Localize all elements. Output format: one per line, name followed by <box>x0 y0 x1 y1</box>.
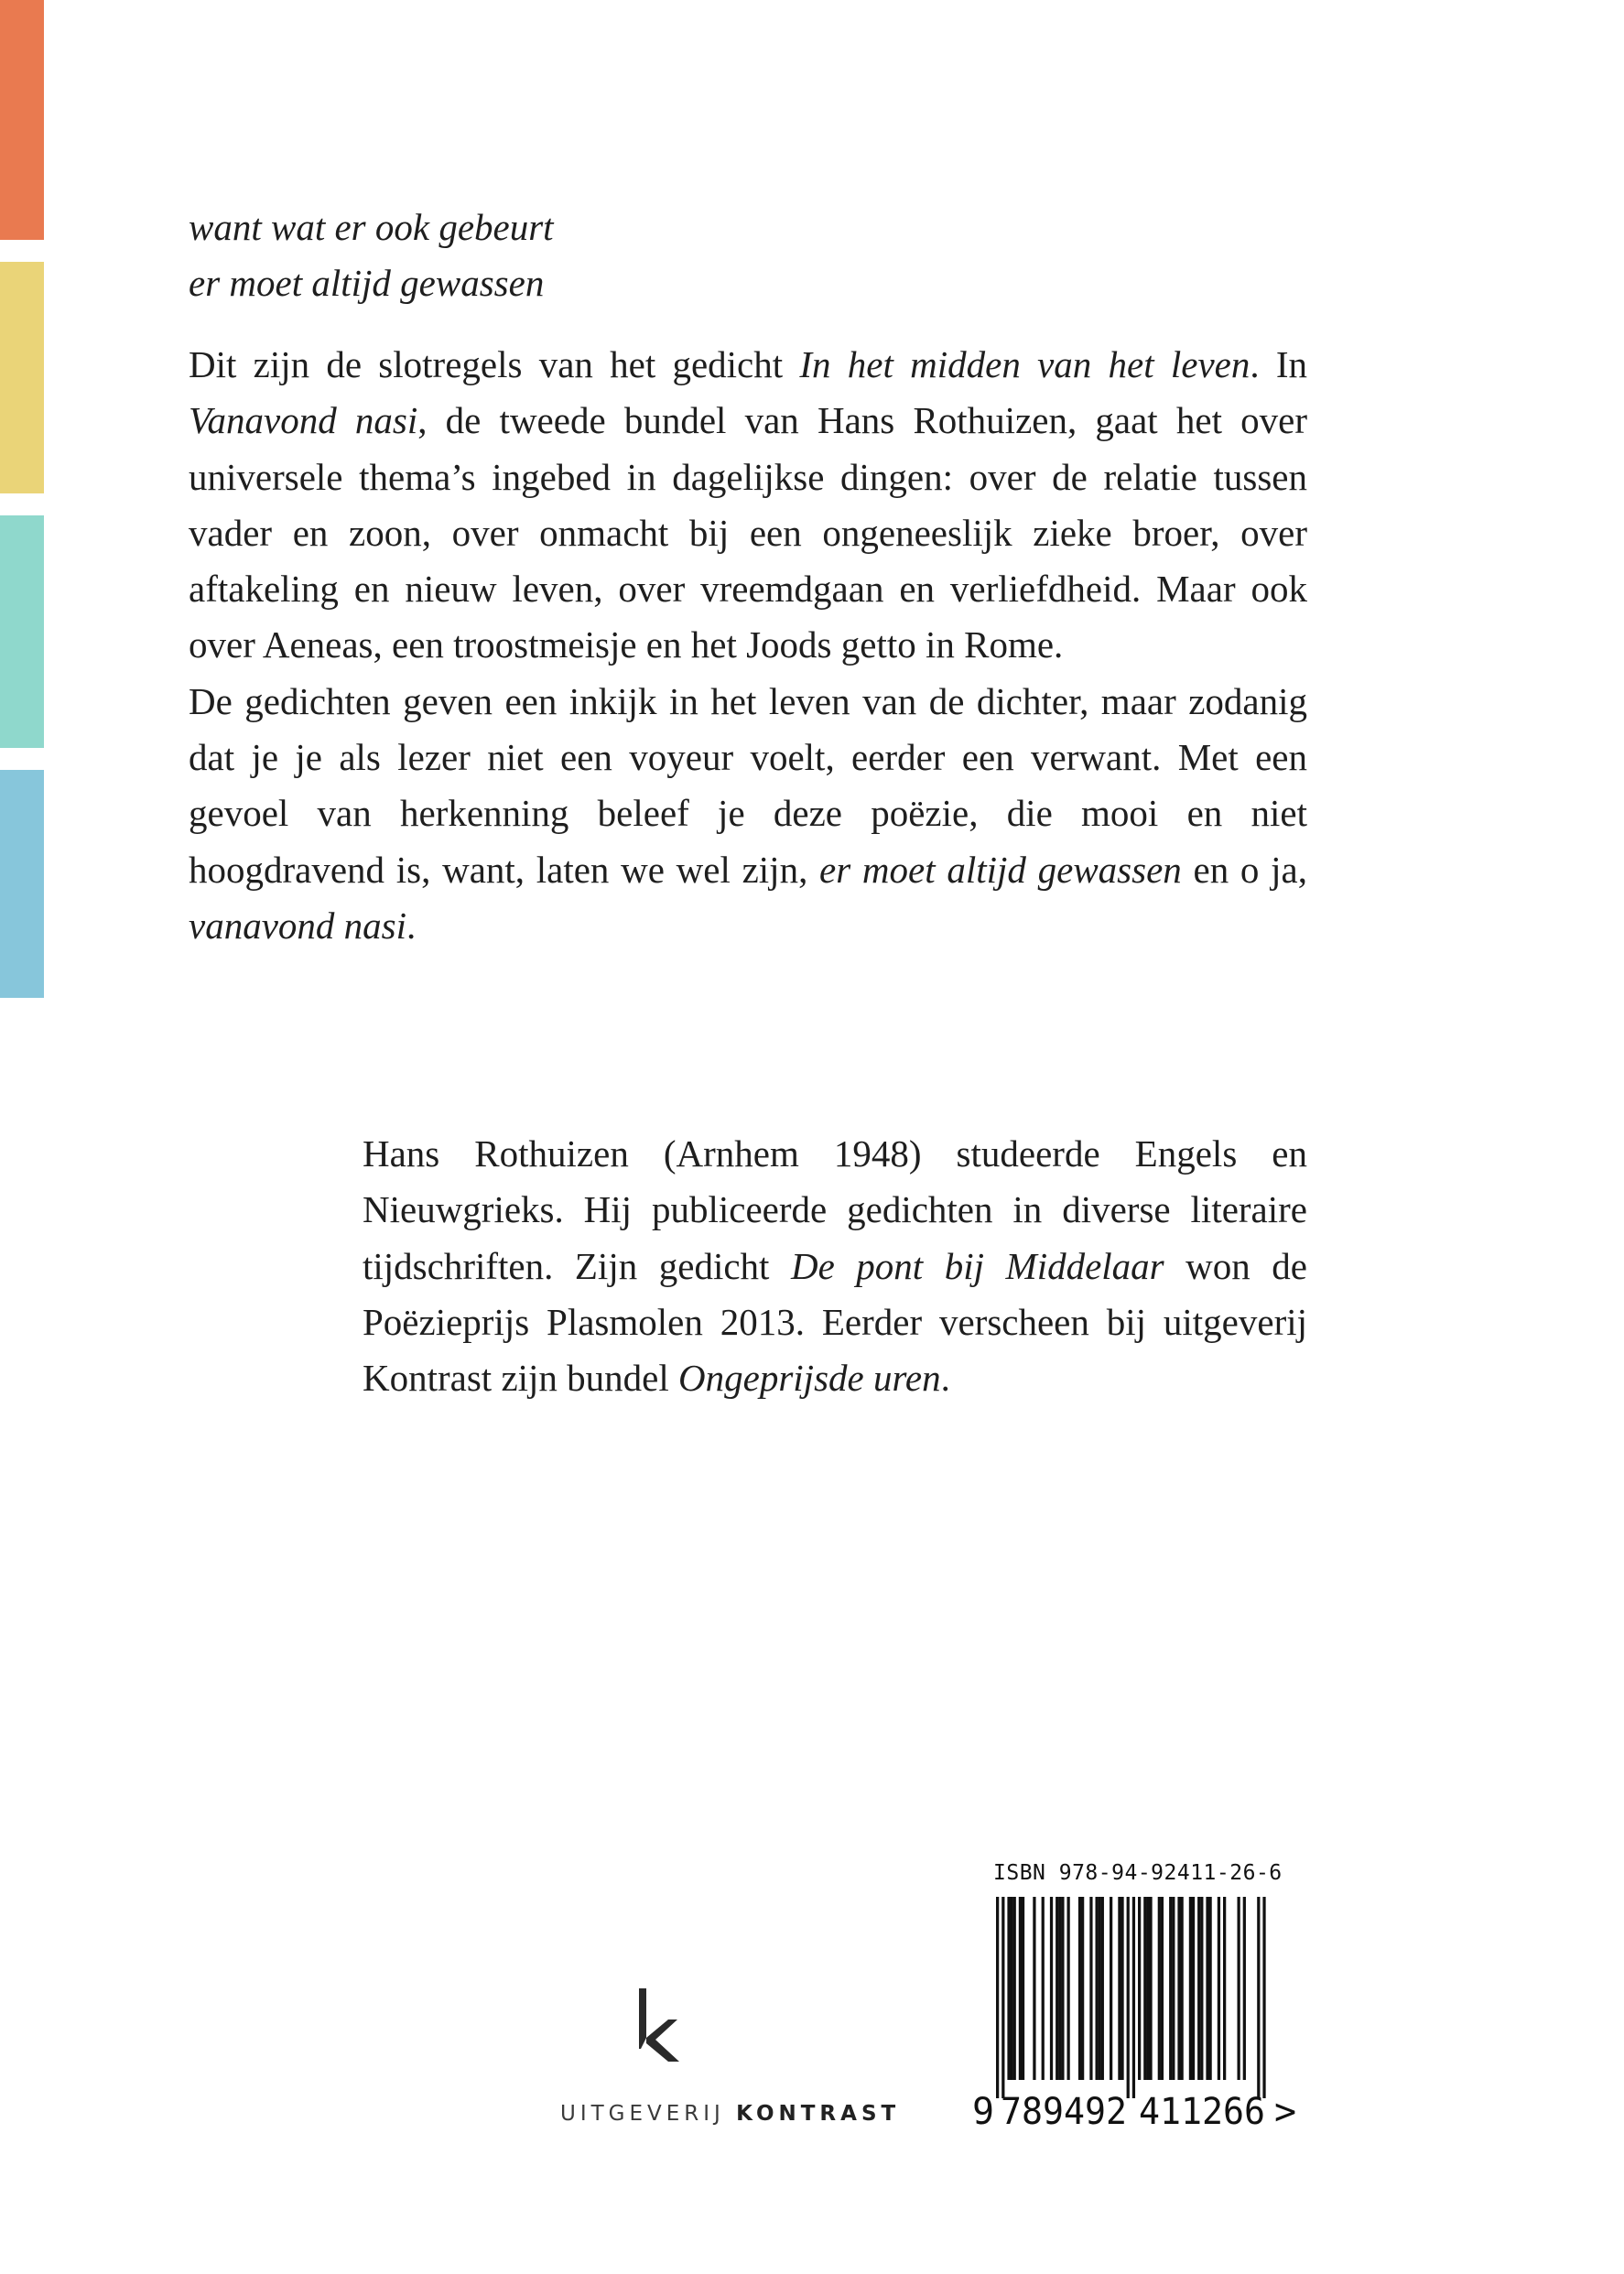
barcode-bar <box>1200 1897 1203 2080</box>
barcode-bar <box>1022 1897 1024 2080</box>
barcode-bar <box>1118 1897 1121 2080</box>
barcode-bar <box>1149 1897 1152 2080</box>
text-run: Dit zijn de slotregels van het gedicht <box>189 343 800 385</box>
epigraph-line-1: want wat er ook gebeurt <box>189 206 554 248</box>
barcode-bar <box>1189 1897 1192 2080</box>
barcode-bar <box>1132 1897 1135 2098</box>
blurb <box>189 337 1307 954</box>
author-bio-paragraph <box>363 1126 1307 1406</box>
epigraph-line-2: er moet altijd gewassen <box>189 262 545 304</box>
barcode-bar <box>1181 1897 1184 2080</box>
barcode-bar <box>1161 1897 1164 2080</box>
barcode-bar <box>1257 1897 1260 2098</box>
text-run: . In <box>1250 343 1308 385</box>
barcode-digits-right: 411266 <box>1139 2091 1265 2133</box>
barcode-bar <box>1078 1897 1081 2080</box>
barcode-bar <box>1058 1897 1061 2080</box>
color-stripe-yellow <box>0 262 44 493</box>
barcode-quiet-mark: > <box>1274 2091 1297 2133</box>
barcode-bar <box>1042 1897 1045 2080</box>
barcode-bar <box>1067 1897 1070 2080</box>
barcode-bar <box>1218 1897 1220 2080</box>
italic-title: In het midden van het leven <box>799 343 1250 385</box>
epigraph <box>189 200 1379 311</box>
italic-title: vanavond nasi <box>189 904 406 947</box>
barcode-bar <box>1081 1897 1084 2080</box>
barcode-bar <box>1238 1897 1240 2080</box>
color-stripe-blue <box>0 770 44 998</box>
barcode-bar <box>1056 1897 1058 2080</box>
barcode-bar <box>1146 1897 1149 2080</box>
barcode-bar <box>1019 1897 1022 2080</box>
italic-title: De pont bij Middelaar <box>790 1244 1164 1287</box>
barcode-bar <box>1169 1897 1172 2080</box>
barcode-bar <box>1192 1897 1195 2080</box>
barcode-bar <box>1172 1897 1175 2080</box>
barcode-bar <box>1138 1897 1141 2080</box>
barcode-bar <box>1177 1897 1180 2080</box>
publisher-name-bold: KONTRAST <box>736 2102 901 2126</box>
kontrast-logo-icon <box>632 1988 696 2062</box>
barcode-bar <box>1197 1897 1200 2080</box>
barcode-bar <box>1089 1897 1092 2080</box>
author-bio <box>363 1126 1307 1406</box>
barcode-bar <box>1121 1897 1123 2080</box>
text-run: . <box>940 1357 950 1400</box>
italic-title: Vanavond nasi <box>189 399 418 442</box>
color-stripe-orange <box>0 0 44 240</box>
barcode-bar <box>1262 1897 1265 2098</box>
barcode-bar <box>1099 1897 1101 2080</box>
barcode-digits-left: 789492 <box>1001 2091 1127 2133</box>
isbn-barcode <box>969 1891 1300 2133</box>
barcode-bar <box>1061 1897 1064 2080</box>
publisher-name-light: UITGEVERIJ <box>560 2102 725 2126</box>
barcode-bar <box>1001 1897 1004 2098</box>
barcode-bar <box>1050 1897 1053 2080</box>
barcode-bar <box>1209 1897 1212 2080</box>
barcode-bar <box>1110 1897 1112 2080</box>
barcode-bar <box>1101 1897 1104 2080</box>
barcode-bar <box>1096 1897 1099 2080</box>
barcode-bar <box>1013 1897 1016 2080</box>
text-run: . <box>406 904 417 947</box>
publisher-name <box>560 2102 900 2126</box>
text-run: Hans Rothuizen (Arnhem 1948) studeerde Engels en Nieuwgrieks. Hij publiceerde gedichten in diverse literaire tijdschriften. Zijn gedicht <box>363 1132 1307 1287</box>
barcode-bar <box>1127 1897 1130 2098</box>
text-run: De gedichten geven een inkijk in het leven van de dichter, maar zodanig dat je je als lezer niet een voyeur voelt, eerder een verwant. Met een gevoel van herkenning beleef je deze poëzie, die mooi en niet hoogdravend is, want, laten we wel zijn, <box>189 679 1307 891</box>
text-run: en o ja, <box>1181 848 1307 891</box>
isbn-label: ISBN 978-94-92411-26-6 <box>993 1861 1283 1885</box>
blurb-paragraph-2 <box>189 674 1307 954</box>
barcode-bar <box>1243 1897 1246 2080</box>
barcode-bar <box>996 1897 999 2098</box>
barcode-bar <box>1223 1897 1226 2080</box>
text-run: won de Poëzieprijs Plasmolen 2013. Eerder verscheen bij uitgeverij Kontrast zijn bundel <box>363 1244 1308 1400</box>
barcode-bar <box>1033 1897 1035 2080</box>
barcode-bar <box>1158 1897 1161 2080</box>
barcode-digit-lead: 9 <box>972 2091 995 2133</box>
color-stripe-mint <box>0 515 44 748</box>
blurb-paragraph-1 <box>189 337 1307 674</box>
barcode-bar <box>1007 1897 1010 2080</box>
barcode-bar <box>1143 1897 1146 2080</box>
text-run: , de tweede bundel van Hans Rothuizen, gaat het over universele thema’s ingebed in dagelijkse dingen: over de relatie tussen vader en zoon, over onmacht bij een ongeneeslijk zieke broer, over aftakeling en nieuw leven, over vreemdgaan en verliefdheid. Maar ook over Aeneas, een troostmeisje en het Joods getto in Rome. <box>189 399 1307 666</box>
barcode-bar <box>1206 1897 1208 2080</box>
barcode-bar <box>1011 1897 1013 2080</box>
italic-title: Ongeprijsde uren <box>678 1357 941 1400</box>
italic-title: er moet altijd gewassen <box>819 848 1182 891</box>
